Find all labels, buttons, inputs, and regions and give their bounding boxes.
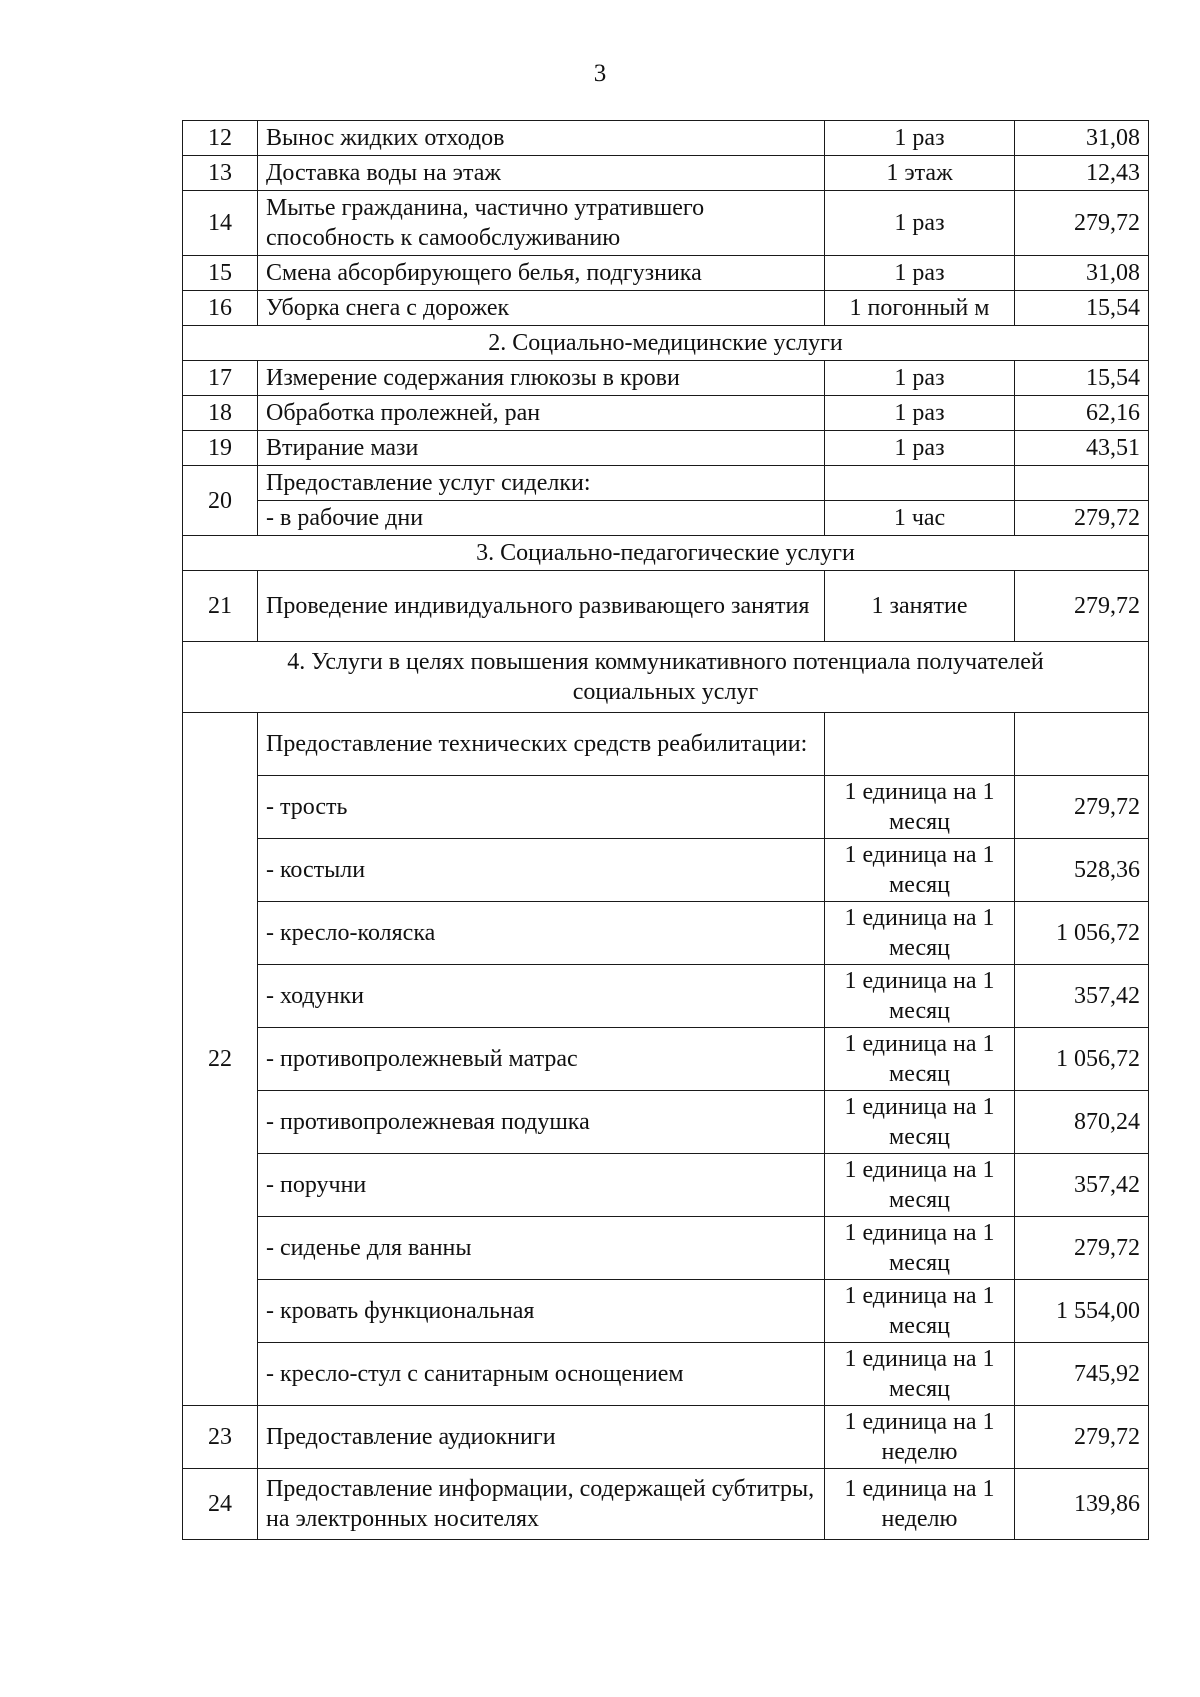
service-price: 528,36	[1015, 839, 1149, 902]
service-unit: 1 погонный м	[825, 291, 1015, 326]
service-price: 1 554,00	[1015, 1280, 1149, 1343]
service-price: 745,92	[1015, 1343, 1149, 1406]
service-price: 62,16	[1015, 396, 1149, 431]
service-name: Проведение индивидуального развивающего занятия	[258, 571, 825, 642]
service-unit: 1 единица на 1 неделю	[825, 1406, 1015, 1469]
service-unit: 1 единица на 1 месяц	[825, 839, 1015, 902]
service-price: 15,54	[1015, 291, 1149, 326]
table-subrow	[183, 1343, 1149, 1406]
service-unit: 1 единица на 1 месяц	[825, 902, 1015, 965]
service-subitem-name: - кресло-коляска	[258, 902, 825, 965]
service-price: 279,72	[1015, 191, 1149, 256]
service-name: Предоставление информации, содержащей субтитры, на электронных носителях	[258, 1469, 825, 1540]
service-price: 1 056,72	[1015, 1028, 1149, 1091]
service-price: 139,86	[1015, 1469, 1149, 1540]
page-number: 3	[593, 60, 607, 87]
row-number: 13	[183, 156, 258, 191]
row-number: 23	[183, 1406, 258, 1469]
service-price: 31,08	[1015, 256, 1149, 291]
table-subrow	[183, 1280, 1149, 1343]
service-subitem-name: - трость	[258, 776, 825, 839]
service-unit: 1 этаж	[825, 156, 1015, 191]
service-name: Вынос жидких отходов	[258, 121, 825, 156]
row-number: 17	[183, 361, 258, 396]
service-unit: 1 единица на 1 месяц	[825, 1280, 1015, 1343]
service-name: Мытье гражданина, частично утратившего способность к самообслуживанию	[258, 191, 825, 256]
service-unit: 1 раз	[825, 431, 1015, 466]
service-price: 31,08	[1015, 121, 1149, 156]
service-name: Предоставление технических средств реабилитации:	[258, 713, 825, 776]
service-price: 12,43	[1015, 156, 1149, 191]
table-row	[183, 256, 1149, 291]
row-number: 14	[183, 191, 258, 256]
service-unit: 1 занятие	[825, 571, 1015, 642]
service-price-empty	[1015, 713, 1149, 776]
service-unit: 1 единица на 1 неделю	[825, 1469, 1015, 1540]
service-unit: 1 час	[825, 501, 1015, 536]
row-number: 21	[183, 571, 258, 642]
service-unit: 1 единица на 1 месяц	[825, 776, 1015, 839]
table-row	[183, 1406, 1149, 1469]
section-title: 3. Социально-педагогические услуги	[183, 536, 1149, 571]
service-unit: 1 единица на 1 месяц	[825, 1028, 1015, 1091]
service-unit: 1 единица на 1 месяц	[825, 1091, 1015, 1154]
service-price: 279,72	[1015, 1217, 1149, 1280]
service-unit: 1 раз	[825, 121, 1015, 156]
service-subitem-name: - в рабочие дни	[258, 501, 825, 536]
service-price: 870,24	[1015, 1091, 1149, 1154]
service-unit: 1 единица на 1 месяц	[825, 1343, 1015, 1406]
table-subrow	[183, 1028, 1149, 1091]
table-subrow	[183, 965, 1149, 1028]
table-row	[183, 191, 1149, 256]
row-number: 15	[183, 256, 258, 291]
table-row	[183, 291, 1149, 326]
service-price: 1 056,72	[1015, 902, 1149, 965]
service-name: Доставка воды на этаж	[258, 156, 825, 191]
service-name: Предоставление аудиокниги	[258, 1406, 825, 1469]
service-unit: 1 единица на 1 месяц	[825, 1154, 1015, 1217]
table-subrow	[183, 839, 1149, 902]
service-unit: 1 раз	[825, 191, 1015, 256]
service-price: 279,72	[1015, 776, 1149, 839]
service-unit-empty	[825, 713, 1015, 776]
service-subitem-name: - кресло-стул с санитарным оснощением	[258, 1343, 825, 1406]
row-number: 19	[183, 431, 258, 466]
service-subitem-name: - поручни	[258, 1154, 825, 1217]
service-unit: 1 раз	[825, 396, 1015, 431]
service-subitem-name: - противопролежневый матрас	[258, 1028, 825, 1091]
service-subitem-name: - ходунки	[258, 965, 825, 1028]
service-name: Уборка снега с дорожек	[258, 291, 825, 326]
table-subrow	[183, 1217, 1149, 1280]
service-name: Смена абсорбирующего белья, подгузника	[258, 256, 825, 291]
service-price: 15,54	[1015, 361, 1149, 396]
table-row	[183, 431, 1149, 466]
service-name: Предоставление услуг сиделки:	[258, 466, 825, 501]
table-row	[183, 396, 1149, 431]
table-row	[183, 1469, 1149, 1540]
table-row	[183, 571, 1149, 642]
row-number: 20	[183, 466, 258, 536]
row-number: 22	[183, 713, 258, 1406]
service-name: Обработка пролежней, ран	[258, 396, 825, 431]
table-row	[183, 121, 1149, 156]
service-unit: 1 раз	[825, 361, 1015, 396]
service-subitem-name: - костыли	[258, 839, 825, 902]
service-price: 43,51	[1015, 431, 1149, 466]
service-unit: 1 единица на 1 месяц	[825, 965, 1015, 1028]
table-subrow	[183, 1091, 1149, 1154]
service-price: 357,42	[1015, 965, 1149, 1028]
section-header-row	[183, 642, 1149, 713]
service-subitem-name: - противопролежневая подушка	[258, 1091, 825, 1154]
service-price: 357,42	[1015, 1154, 1149, 1217]
table-row	[183, 361, 1149, 396]
section-title: 2. Социально-медицинские услуги	[183, 326, 1149, 361]
service-price: 279,72	[1015, 571, 1149, 642]
service-name: Измерение содержания глюкозы в крови	[258, 361, 825, 396]
service-unit: 1 раз	[825, 256, 1015, 291]
row-number: 24	[183, 1469, 258, 1540]
service-price-empty	[1015, 466, 1149, 501]
row-number: 16	[183, 291, 258, 326]
section-header-row	[183, 326, 1149, 361]
table-row	[183, 713, 1149, 776]
section-title: 4. Услуги в целях повышения коммуникативного потенциала получателей социальных услуг	[183, 642, 1149, 713]
service-price: 279,72	[1015, 1406, 1149, 1469]
service-price: 279,72	[1015, 501, 1149, 536]
service-unit: 1 единица на 1 месяц	[825, 1217, 1015, 1280]
table-subrow	[183, 501, 1149, 536]
row-number: 18	[183, 396, 258, 431]
table-row	[183, 156, 1149, 191]
table-subrow	[183, 902, 1149, 965]
table-row	[183, 466, 1149, 501]
tariff-table	[182, 120, 1149, 1540]
table-subrow	[183, 776, 1149, 839]
service-unit-empty	[825, 466, 1015, 501]
service-subitem-name: - сиденье для ванны	[258, 1217, 825, 1280]
section-header-row	[183, 536, 1149, 571]
service-name: Втирание мази	[258, 431, 825, 466]
service-subitem-name: - кровать функциональная	[258, 1280, 825, 1343]
table-subrow	[183, 1154, 1149, 1217]
row-number: 12	[183, 121, 258, 156]
